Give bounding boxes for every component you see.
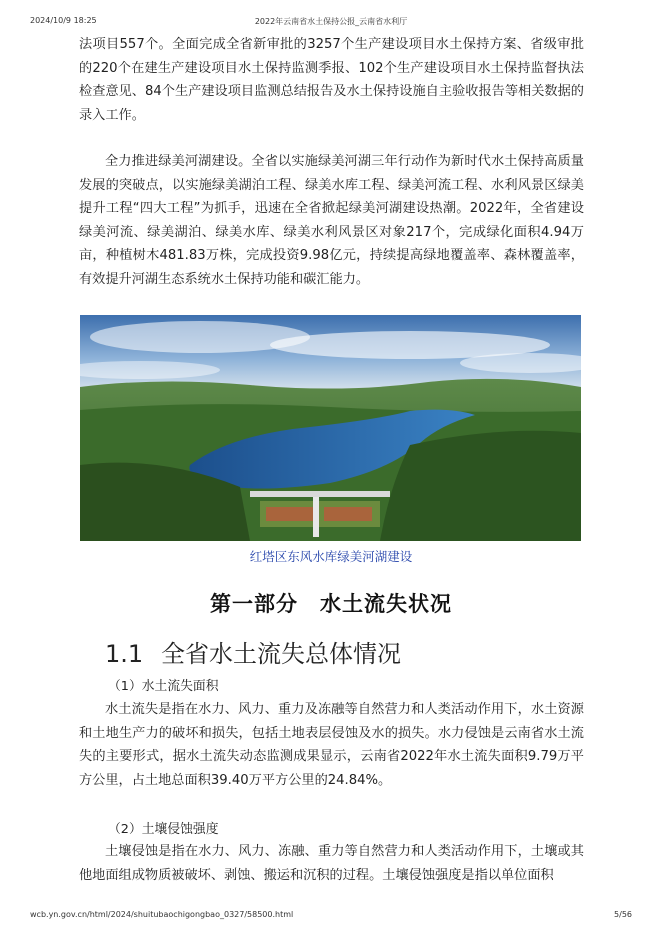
paragraph-erosion-intensity: 土壤侵蚀是指在水力、风力、冻融、重力等自然营力和人类活动作用下，土壤或其他地面组成物质被破坏、剥蚀、搬运和沉积的过程。土壤侵蚀强度是指以单位面积 <box>79 844 584 883</box>
page-number: 5/56 <box>614 910 632 919</box>
section-title: 全省水土流失总体情况 <box>161 640 401 668</box>
reservoir-photo <box>80 315 581 541</box>
subheading-erosion-area: （1）水土流失面积 <box>108 679 219 694</box>
footer-url: wcb.yn.gov.cn/html/2024/shuitubaochigongbao_0327/58500.html <box>30 910 294 919</box>
paragraph-erosion-area: 水土流失是指在水力、风力、重力及冻融等自然营力和人类活动作用下，水土资源和土地生产力的破坏和损失，包括土地表层侵蚀及水的损失。水力侵蚀是云南省水土流失的主要形式，据水土流失动态监测成果显示，云南省2022年水土流失面积9.79万平方公里，占土地总面积39.40万平方公里的24.84%。 <box>79 702 584 788</box>
paragraph-green-rivers: 全力推进绿美河湖建设。全省以实施绿美河湖三年行动作为新时代水土保持高质量发展的突破点，以实施绿美湖泊工程、绿美水库工程、绿美河流工程、水利风景区绿美提升工程“四大工程”为抓手，迅速在全省掀起绿美河湖建设热潮。2022年，全省建设绿美河流、绿美湖泊、绿美水库、绿美水利风景区对象217个，完成绿化面积4.94万亩，种植树木481.83万株，完成投资9.98亿元，持续提高绿地覆盖率、森林覆盖率，有效提升河湖生态系统水土保持功能和碳汇能力。 <box>79 154 584 287</box>
subheading-erosion-intensity: （2）土壤侵蚀强度 <box>108 822 219 837</box>
print-datetime: 2024/10/9 18:25 <box>30 16 97 25</box>
part-heading: 第一部分 水土流失状况 <box>210 592 452 616</box>
paragraph-data-entry: 法项目557个。全面完成全省新审批的3257个生产建设项目水土保持方案、省级审批的220个在建生产建设项目水土保持监测季报、102个生产建设项目水土保持监督执法检查意见、84个生产建设项目监测总结报告及水土保持设施自主验收报告等相关数据的录入工作。 <box>79 37 584 123</box>
figure-caption: 红塔区东风水库绿美河湖建设 <box>249 549 413 564</box>
print-page-title: 2022年云南省水土保持公报_云南省水利厅 <box>254 17 408 26</box>
section-number: 1.1 <box>105 640 144 668</box>
section-heading <box>105 634 401 669</box>
